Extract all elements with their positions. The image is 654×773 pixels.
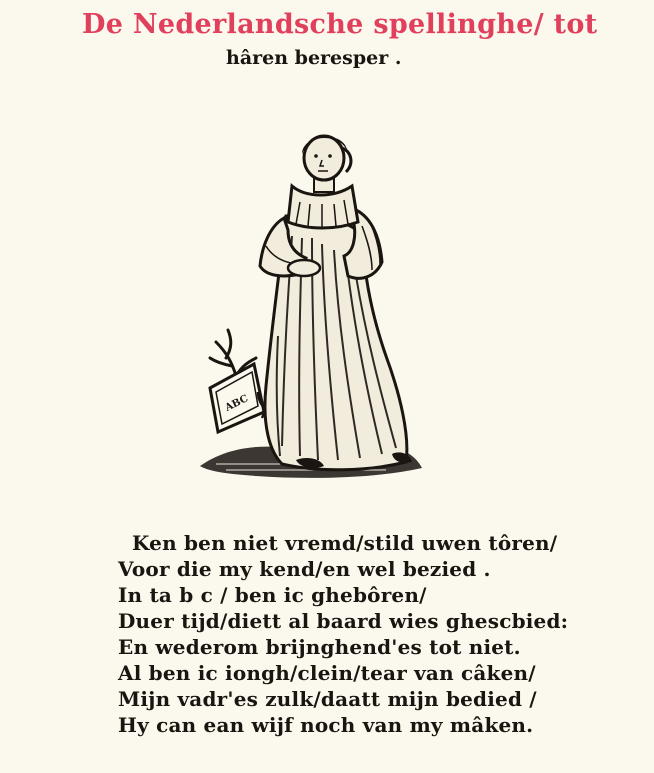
tablet-text: ABC xyxy=(223,393,251,414)
figure-head xyxy=(302,136,351,180)
verse-line: In ta b c / ben ic ghebôren/ xyxy=(118,583,427,607)
verse xyxy=(118,530,569,738)
verse-line: En wederom brijnghend'es tot niet. xyxy=(118,635,521,659)
verse-line: Al ben ic iongh/clein/tear van câken/ xyxy=(118,661,536,685)
figure-hands xyxy=(288,260,320,276)
page-title: De Nederlandsche spellinghe/ tot xyxy=(82,9,598,40)
verse-line: Voor die my kend/en wel bezied . xyxy=(118,557,491,581)
abc-tablet xyxy=(210,364,264,432)
verse-line: Mijn vadr'es zulk/daatt mijn bedied / xyxy=(118,687,537,711)
page-subtitle: hâren beresper . xyxy=(226,47,402,69)
verse-line: Duer tijd/diett al baard wies ghescbied: xyxy=(118,609,569,633)
verse-line: Ken ben niet vremd/stild uwen tôren/ xyxy=(132,531,558,555)
woodcut-illustration xyxy=(196,126,426,482)
verse-line: Hy can ean wijf noch van my mâken. xyxy=(118,713,534,737)
